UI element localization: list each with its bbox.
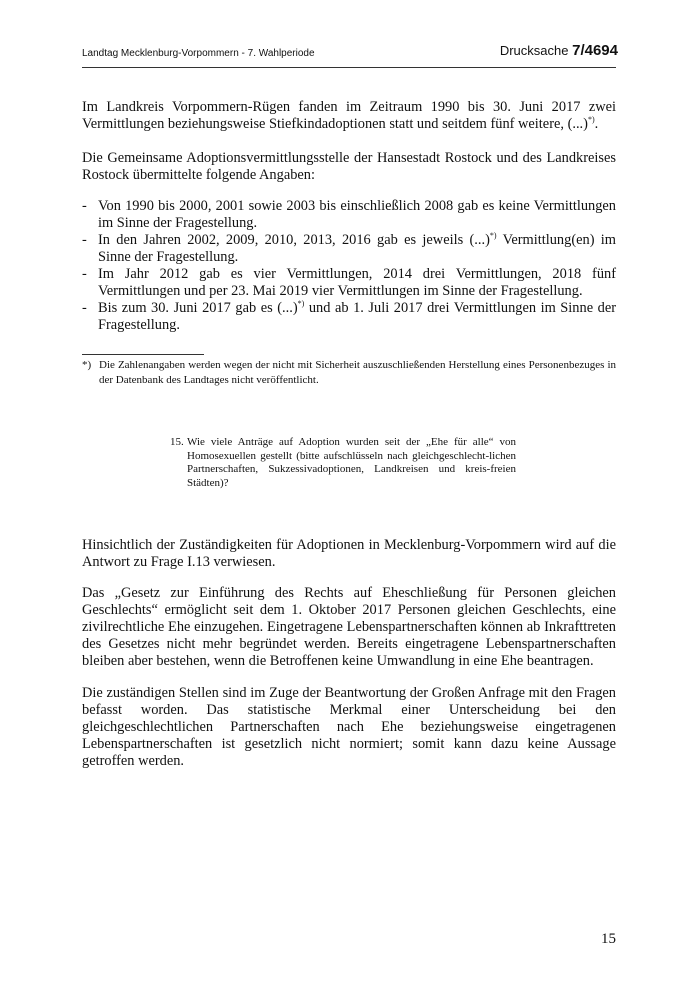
paragraph-vorpommern-ruegen — [82, 99, 616, 133]
list-item-2-text-end: Vermittlung(en) im Sinne der Fragestellung. — [98, 232, 616, 265]
list-item-4-footnote-mark: *) — [297, 299, 305, 308]
list-item-4-text: Bis zum 30. Juni 2017 gab es (...) — [98, 300, 298, 316]
drucksache-number: 7/4694 — [572, 42, 618, 59]
list-item — [82, 198, 616, 232]
footnote — [82, 358, 616, 388]
question-15 — [170, 436, 516, 490]
list-item — [82, 232, 616, 266]
question-number: 15. — [170, 436, 184, 448]
p1-end: . — [594, 116, 599, 132]
footnote-rule — [82, 354, 204, 355]
rostock-list — [82, 198, 616, 334]
paragraph-rostock-intro — [82, 150, 616, 184]
list-item — [82, 266, 616, 300]
list-item-1-text: Von 1990 bis 2000, 2001 sowie 2003 bis einschließlich 2008 gab es keine Vermittlungen im Sinne der Fragestellung. — [98, 198, 616, 231]
answer-paragraph-2 — [82, 585, 616, 670]
p1-text: Im Landkreis Vorpommern-Rügen fanden im Zeitraum 1990 bis 30. Juni 2017 zwei Vermittlungen beziehungsweise Stiefkindadoptionen statt und seitdem fünf weitere, (...) — [82, 99, 616, 132]
answer-paragraph-1 — [82, 537, 616, 571]
p1-footnote-mark: *) — [587, 115, 595, 124]
answer-p1-text: Hinsichtlich der Zuständigkeiten für Adoptionen in Mecklenburg-Vorpommern wird auf die Antwort zu Frage I.13 verwiesen. — [82, 537, 616, 570]
answer-paragraph-3 — [82, 685, 616, 770]
list-item-3-text: Im Jahr 2012 gab es vier Vermittlungen, 2014 drei Vermittlungen, 2018 fünf Vermittlungen und per 23. Mai 2019 vier Vermittlungen im Sinne der Fragestellung. — [98, 266, 616, 299]
answer-p3-text: Die zuständigen Stellen sind im Zuge der Beantwortung der Großen Anfrage mit den Fragen befasst worden. Das statistische Merkmal einer Unterscheidung bei den gleichgeschlechtlichen Partnerschaften nach Ehe beziehungsweise eingetragenen Lebenspartnerschaften ist gesetzlich nicht normiert; somit kann dazu keine Aussage getroffen werden. — [82, 685, 616, 769]
drucksache-label: Drucksache — [499, 43, 569, 58]
list-item — [82, 300, 616, 334]
list-item-4-text-end: und ab 1. Juli 2017 drei Vermittlungen im Sinne der Fragestellung. — [98, 300, 616, 333]
footnote-text: Die Zahlenangaben werden wegen der nicht mit Sicherheit auszuschließenden Herstellung eines Personenbezuges in der Datenbank des Landtages nicht veröffentlicht. — [99, 359, 616, 386]
header-drucksache — [500, 42, 618, 59]
list-item-2-footnote-mark: *) — [489, 231, 497, 240]
header-rule — [82, 67, 616, 68]
question-text: Wie viele Anträge auf Adoption wurden seit der „Ehe für alle“ von Homosexuellen gestellt (bitte aufschlüsseln nach gleichgeschlecht-lichen Partnerschaften, Sukzessivadoptionen, Landkreisen und kreis-freien Städten)? — [187, 436, 516, 489]
list-item-2-text: In den Jahren 2002, 2009, 2010, 2013, 2016 gab es jeweils (...) — [98, 232, 490, 248]
p2-text: Die Gemeinsame Adoptionsvermittlungsstelle der Hansestadt Rostock und des Landkreises Rostock übermittelte folgende Angaben: — [82, 150, 616, 183]
header-parliament: Landtag Mecklenburg-Vorpommern - 7. Wahlperiode — [82, 48, 315, 59]
page-number: 15 — [601, 931, 616, 947]
footnote-marker: *) — [82, 359, 92, 371]
answer-p2-text: Das „Gesetz zur Einführung des Rechts auf Eheschließung für Personen gleichen Geschlechts“ ermöglicht seit dem 1. Oktober 2017 Personen gleichen Geschlechts, eine zivilrechtliche Ehe einzugehen. Eingetragene Lebenspartnerschaften können ab Inkrafttreten des Gesetzes nicht mehr begründet werden. Bereits eingetragene Lebenspartnerschaften bleiben aber bestehen, wenn die Betroffenen keine Umwandlung in eine Ehe beantragen. — [82, 585, 616, 669]
